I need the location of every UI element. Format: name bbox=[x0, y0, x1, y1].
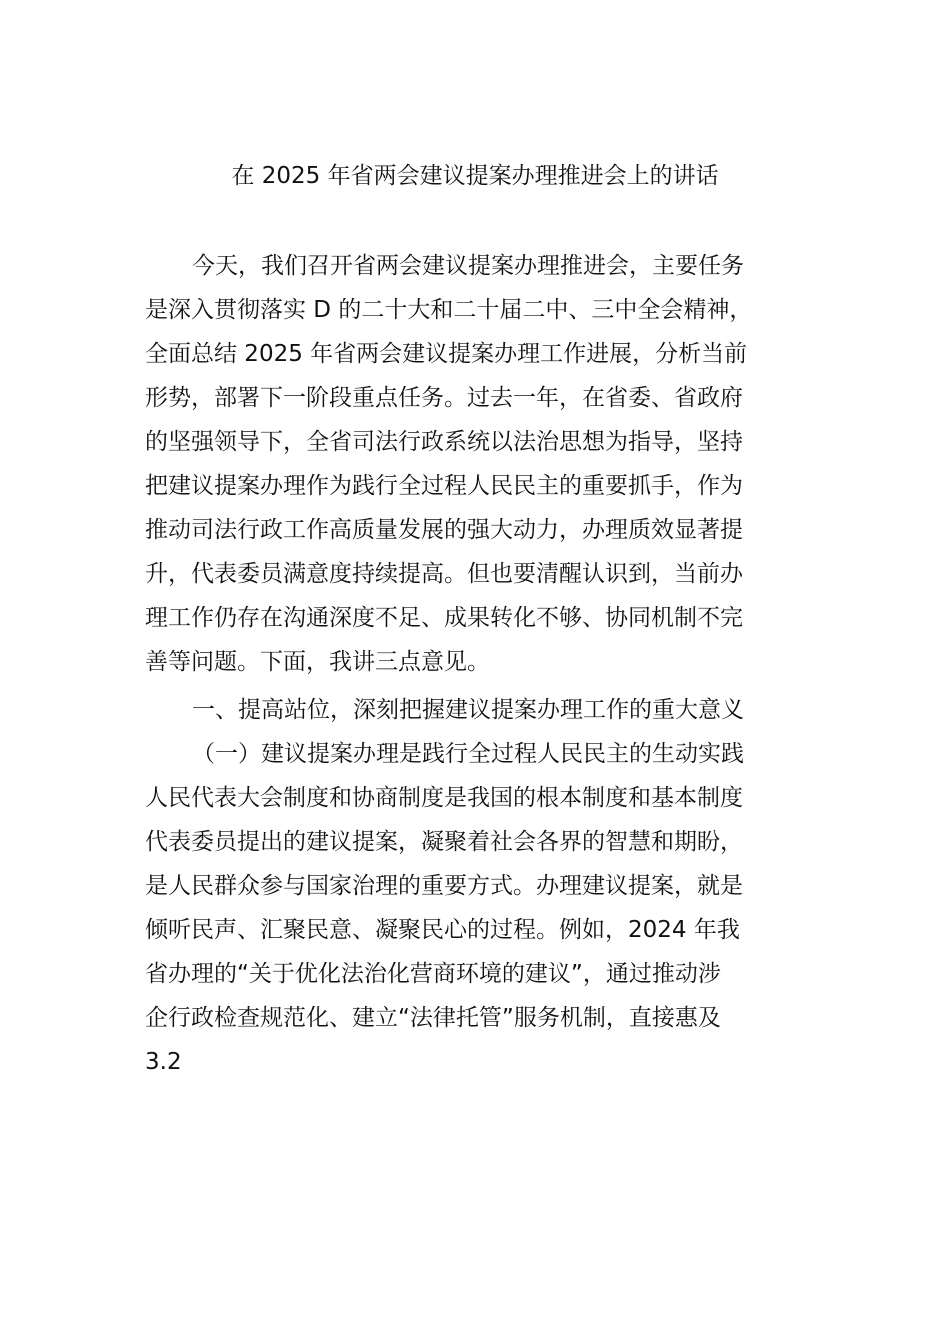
subsection-heading: （一）建议提案办理是践行全过程人民民主的生动实践 bbox=[192, 741, 744, 767]
paragraph-line: 3.2 bbox=[145, 1049, 182, 1075]
paragraph-line: 形势，部署下一阶段重点任务。过去一年，在省委、省政府 bbox=[145, 385, 743, 411]
paragraph-line: 的坚强领导下，全省司法行政系统以法治思想为指导，坚持 bbox=[145, 429, 743, 455]
document-title: 在 2025 年省两会建议提案办理推进会上的讲话 bbox=[231, 163, 719, 189]
paragraph-line: 企行政检查规范化、建立“法律托管”服务机制，直接惠及 bbox=[145, 1005, 721, 1031]
paragraph-line: 是深入贯彻落实 D 的二十大和二十届二中、三中全会精神， bbox=[145, 297, 753, 323]
paragraph-line: 推动司法行政工作高质量发展的强大动力，办理质效显著提 bbox=[145, 517, 743, 543]
section-heading: 一、提高站位，深刻把握建议提案办理工作的重大意义 bbox=[192, 697, 744, 723]
paragraph-line: 代表委员提出的建议提案，凝聚着社会各界的智慧和期盼， bbox=[145, 829, 743, 855]
paragraph-line: 是人民群众参与国家治理的重要方式。办理建议提案，就是 bbox=[145, 873, 743, 899]
paragraph-line: 升，代表委员满意度持续提高。但也要清醒认识到，当前办 bbox=[145, 561, 743, 587]
paragraph-line: 今天，我们召开省两会建议提案办理推进会，主要任务 bbox=[192, 253, 744, 279]
paragraph-line: 善等问题。下面，我讲三点意见。 bbox=[145, 649, 490, 675]
paragraph-line: 理工作仍存在沟通深度不足、成果转化不够、协同机制不完 bbox=[145, 605, 743, 631]
paragraph-line: 把建议提案办理作为践行全过程人民民主的重要抓手，作为 bbox=[145, 473, 743, 499]
paragraph-line: 倾听民声、汇聚民意、凝聚民心的过程。例如，2024 年我 bbox=[145, 917, 740, 943]
paragraph-line: 全面总结 2025 年省两会建议提案办理工作进展，分析当前 bbox=[145, 341, 748, 367]
paragraph-line: 人民代表大会制度和协商制度是我国的根本制度和基本制度 bbox=[145, 785, 743, 811]
paragraph-line: 省办理的“关于优化法治化营商环境的建议”，通过推动涉 bbox=[145, 961, 721, 987]
